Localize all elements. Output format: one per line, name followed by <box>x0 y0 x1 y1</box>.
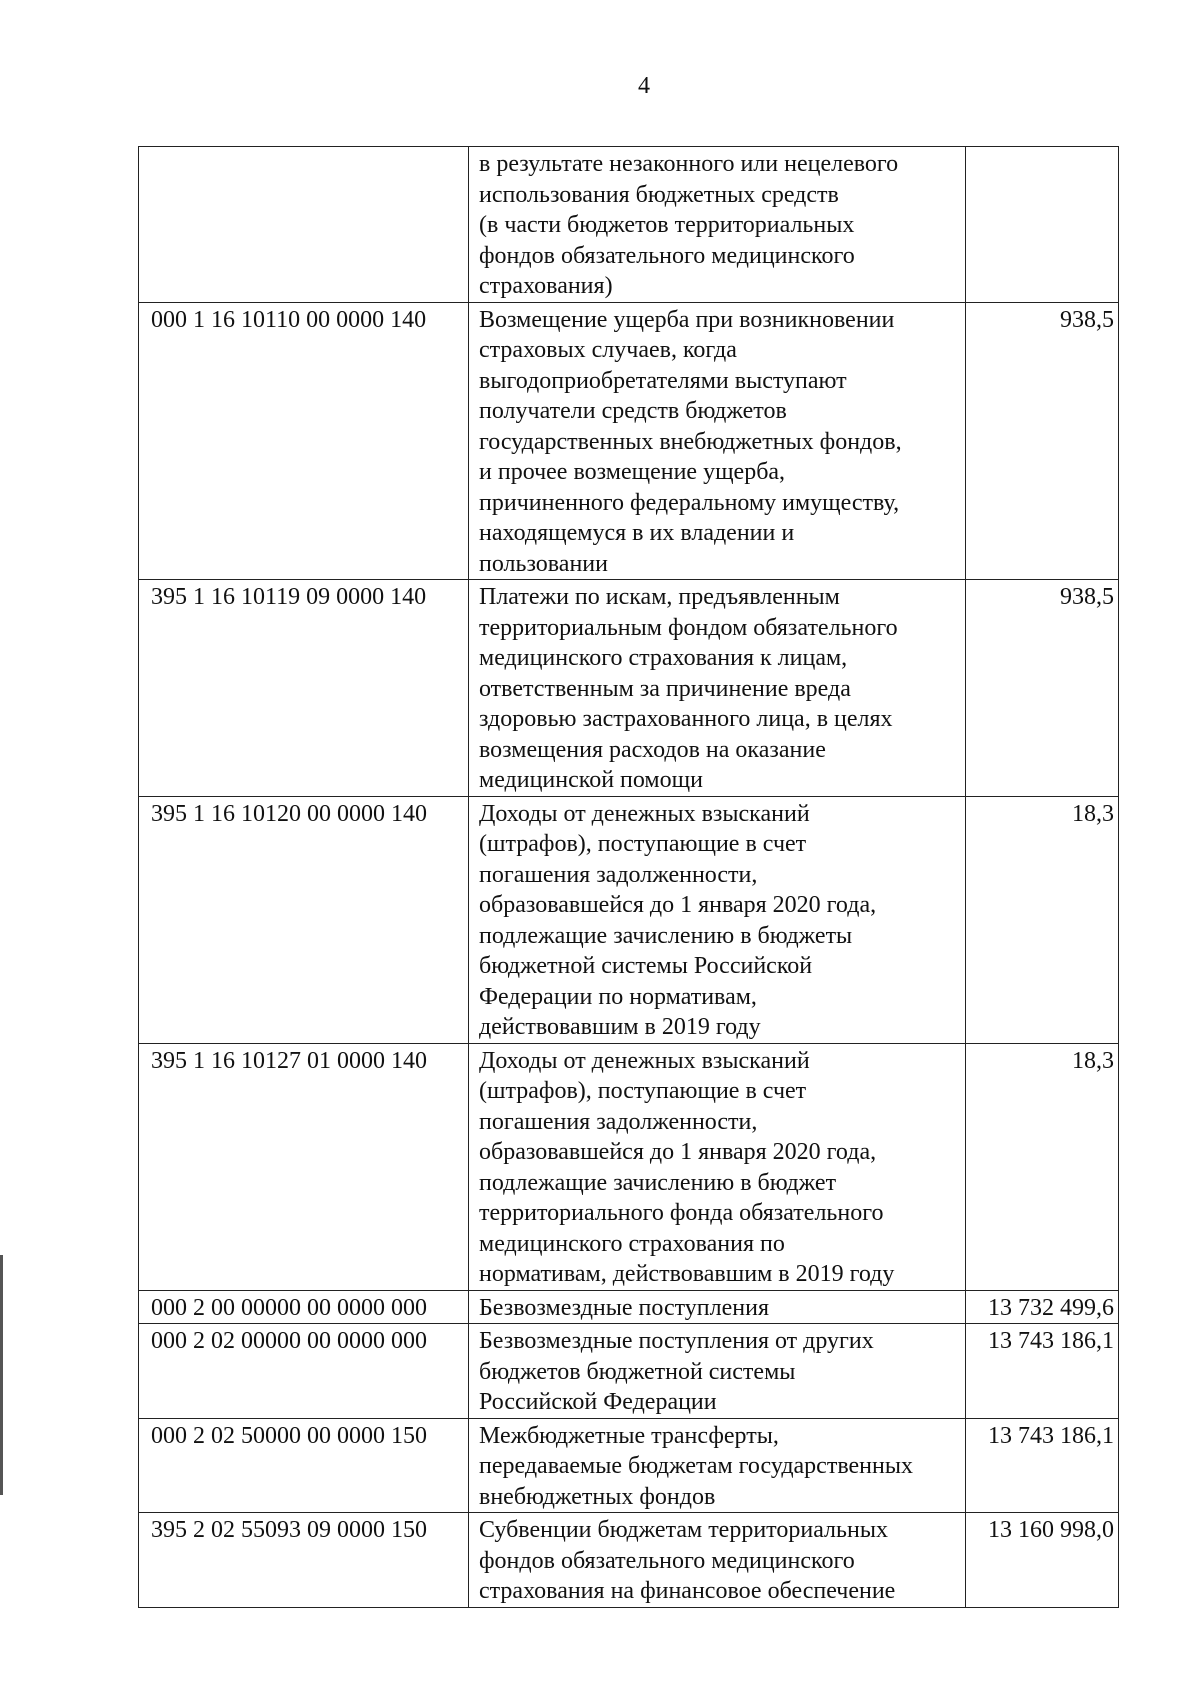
amount-cell: 13 160 998,0 <box>966 1513 1119 1608</box>
amount-cell: 18,3 <box>966 1043 1119 1290</box>
revenue-name-line: страхования) <box>479 273 613 299</box>
revenue-name-line: Возмещение ущерба при возникновении <box>479 306 895 333</box>
amount-cell: 938,5 <box>966 580 1119 797</box>
revenue-name-cell <box>469 1418 966 1513</box>
revenue-name-line: внебюджетных фондов <box>479 1483 716 1510</box>
amount-cell: 13 743 186,1 <box>966 1324 1119 1419</box>
revenue-name-line: медицинского страхования по <box>479 1230 785 1257</box>
revenue-name-line: в результате незаконного или нецелевого <box>479 151 899 177</box>
revenue-name-line: страховых случаев, когда <box>479 337 737 363</box>
amount-cell <box>966 147 1119 303</box>
budget-code-cell: 395 1 16 10127 01 0000 140 <box>139 1043 469 1290</box>
revenue-name-line: пользовании <box>479 550 608 577</box>
budget-code-cell: 000 1 16 10110 00 0000 140 <box>139 302 469 580</box>
table-row <box>139 1324 1119 1419</box>
revenue-name-line: получатели средств бюджетов <box>479 398 787 424</box>
revenue-name-line: медицинского страхования к лицам, <box>479 645 848 671</box>
revenue-name-line: Безвозмездные поступления от других <box>479 1328 874 1354</box>
revenue-name-line: передаваемые бюджетам государственных <box>479 1453 913 1479</box>
table-row <box>139 1290 1119 1324</box>
revenue-name-line: Российской Федерации <box>479 1389 717 1415</box>
revenue-name-line: выгодоприобретателями выступают <box>479 367 847 394</box>
revenue-name-line: (штрафов), поступающие в счет <box>479 831 807 857</box>
revenue-name-line: здоровью застрахованного лица, в целях <box>479 706 893 732</box>
amount-cell: 938,5 <box>966 302 1119 580</box>
budget-code-cell: 395 1 16 10120 00 0000 140 <box>139 796 469 1043</box>
revenue-name-line: образовавшейся до 1 января 2020 года, <box>479 892 877 918</box>
revenue-name-line: территориальным фондом обязательного <box>479 614 898 641</box>
table-row <box>139 147 1119 303</box>
page-number: 4 <box>638 73 650 99</box>
scan-edge-mark <box>0 1255 3 1495</box>
budget-code-cell: 000 2 00 00000 00 0000 000 <box>139 1290 469 1324</box>
revenue-name-line: действовавшим в 2019 году <box>479 1014 761 1040</box>
revenue-name-line: Субвенции бюджетам территориальных <box>479 1517 888 1543</box>
amount-cell: 13 743 186,1 <box>966 1418 1119 1513</box>
revenue-name-line: страхования на финансовое обеспечение <box>479 1578 896 1604</box>
revenue-name-line: бюджетной системы Российской <box>479 953 813 979</box>
revenue-name-line: бюджетов бюджетной системы <box>479 1358 796 1385</box>
table-row <box>139 580 1119 797</box>
revenue-name-line: фондов обязательного медицинского <box>479 242 855 269</box>
revenue-name-line: (в части бюджетов территориальных <box>479 212 855 238</box>
revenue-name-line: территориального фонда обязательного <box>479 1200 884 1226</box>
revenue-name-cell <box>469 1324 966 1419</box>
revenue-name-line: подлежащие зачислению в бюджеты <box>479 922 853 949</box>
revenue-name-line: Доходы от денежных взысканий <box>479 1047 810 1074</box>
revenue-name-cell <box>469 302 966 580</box>
revenue-name-line: и прочее возмещение ущерба, <box>479 459 786 485</box>
table-body <box>139 147 1119 1608</box>
revenue-name-line: находящемуся в их владении и <box>479 520 795 546</box>
revenue-name-line: фондов обязательного медицинского <box>479 1547 855 1574</box>
budget-code-cell: 000 2 02 50000 00 0000 150 <box>139 1418 469 1513</box>
revenue-name-cell <box>469 147 966 303</box>
budget-code-cell: 395 1 16 10119 09 0000 140 <box>139 580 469 797</box>
revenue-name-cell <box>469 796 966 1043</box>
revenue-name-cell <box>469 1290 966 1324</box>
revenue-name-line: Межбюджетные трансферты, <box>479 1422 779 1449</box>
revenue-name-line: погашения задолженности, <box>479 1108 758 1135</box>
revenue-name-line: (штрафов), поступающие в счет <box>479 1078 807 1104</box>
budget-code-cell: 395 2 02 55093 09 0000 150 <box>139 1513 469 1608</box>
revenue-name-line: Доходы от денежных взысканий <box>479 800 810 827</box>
revenue-name-cell <box>469 580 966 797</box>
table-row <box>139 1513 1119 1608</box>
revenue-name-line: нормативам, действовавшим в 2019 году <box>479 1261 895 1287</box>
budget-code-cell <box>139 147 469 303</box>
table-row <box>139 302 1119 580</box>
revenue-name-line: возмещения расходов на оказание <box>479 736 826 763</box>
revenue-name-line: Платежи по искам, предъявленным <box>479 584 840 610</box>
amount-cell: 18,3 <box>966 796 1119 1043</box>
table-row <box>139 1418 1119 1513</box>
revenue-name-line: использования бюджетных средств <box>479 181 839 208</box>
revenue-name-line: Федерации по нормативам, <box>479 983 757 1010</box>
revenue-name-line: причиненного федеральному имуществу, <box>479 489 900 516</box>
revenue-name-line: Безвозмездные поступления <box>479 1294 769 1321</box>
revenue-name-cell <box>469 1513 966 1608</box>
amount-cell: 13 732 499,6 <box>966 1290 1119 1324</box>
budget-revenue-table <box>138 146 1119 1608</box>
revenue-name-line: государственных внебюджетных фондов, <box>479 428 902 455</box>
revenue-name-cell <box>469 1043 966 1290</box>
revenue-name-line: медицинской помощи <box>479 767 703 793</box>
budget-code-cell: 000 2 02 00000 00 0000 000 <box>139 1324 469 1419</box>
revenue-name-line: подлежащие зачислению в бюджет <box>479 1169 837 1196</box>
revenue-name-line: ответственным за причинение вреда <box>479 675 851 702</box>
revenue-name-line: образовавшейся до 1 января 2020 года, <box>479 1139 877 1165</box>
table-row <box>139 796 1119 1043</box>
revenue-name-line: погашения задолженности, <box>479 861 758 888</box>
table-row <box>139 1043 1119 1290</box>
